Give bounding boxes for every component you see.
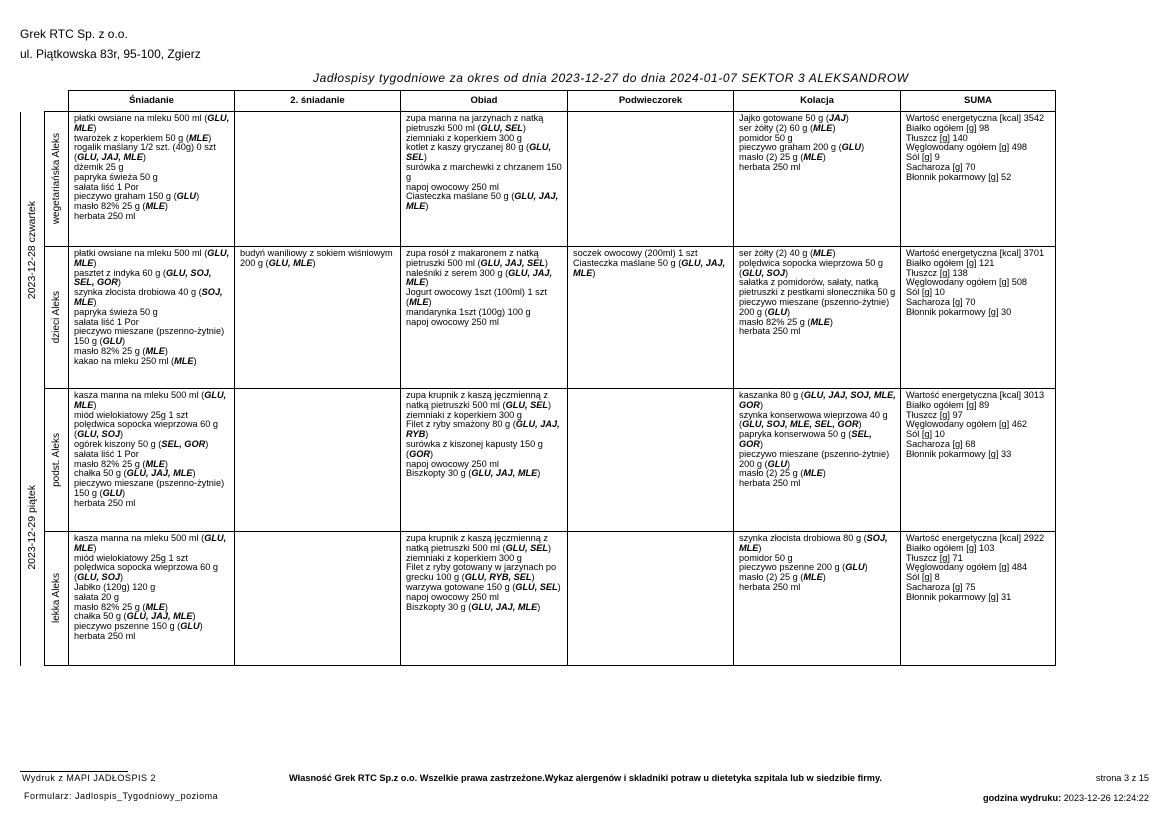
diet-cell bbox=[45, 532, 69, 666]
footer-divider bbox=[20, 771, 128, 772]
diet-cell bbox=[45, 247, 69, 389]
menu-item: Sacharoza [g] 70 bbox=[906, 161, 976, 172]
print-time-label: godzina wydruku: bbox=[983, 793, 1062, 803]
menu-item: Węglowodany ogółem [g] 484 bbox=[906, 562, 1028, 573]
menu-item: Sól [g] 10 bbox=[906, 287, 945, 298]
menu-item: dżemik 25 g bbox=[74, 161, 124, 172]
meal-cell bbox=[734, 532, 901, 666]
company-name: Grek RTC Sp. z o.o. bbox=[20, 27, 128, 41]
meal-cell bbox=[69, 247, 235, 389]
column-header: Śniadanie bbox=[69, 91, 235, 112]
menu-item: zupa krupnik z kaszą jęczmienną z natką pietruszki 500 ml (GLU, SEL) bbox=[406, 390, 552, 410]
diet-cell bbox=[45, 389, 69, 532]
menu-item: soczek owocowy (200ml) 1 szt bbox=[573, 248, 698, 258]
menu-item: surówka z kiszonej kapusty 150 g (GOR) bbox=[406, 438, 543, 459]
menu-item: Biszkopty 30 g (GLU, JAJ, MLE) bbox=[406, 601, 541, 612]
menu-item: Filet z ryby gotowany w jarzynach po grecku 100 g (GLU, RYB, SEL) bbox=[406, 562, 557, 583]
summary-cell bbox=[901, 247, 1056, 389]
menu-item: rogalik maślany 1/2 szt. (40g) 0 szt (GLU, JAJ, MLE) bbox=[74, 142, 216, 163]
meal-cell bbox=[235, 389, 401, 532]
meal-cell bbox=[401, 247, 568, 389]
menu-item: Ciasteczka maślane 50 g (GLU, JAJ, MLE) bbox=[406, 191, 559, 212]
menu-item: Błonnik pokarmowy [g] 30 bbox=[906, 306, 1012, 317]
menu-item: herbata 250 ml bbox=[74, 497, 136, 508]
menu-item: masło (2) 25 g (MLE) bbox=[739, 152, 826, 163]
menu-item: miód wielokiatowy 25g 1 szt bbox=[74, 552, 188, 563]
menu-item: Błonnik pokarmowy [g] 31 bbox=[906, 591, 1012, 602]
menu-item: Tłuszcz [g] 71 bbox=[906, 552, 963, 563]
summary-cell bbox=[901, 532, 1056, 666]
meal-cell bbox=[568, 112, 734, 247]
menu-item: Ciasteczka maślane 50 g (GLU, JAJ, MLE) bbox=[573, 257, 726, 278]
column-header: Podwieczorek bbox=[568, 91, 734, 112]
menu-item: herbata 250 ml bbox=[74, 210, 136, 221]
date-cell bbox=[21, 389, 45, 666]
menu-item: kasza manna na mleku 500 ml (GLU, MLE) bbox=[74, 390, 227, 410]
menu-item: szynka konserwowa wieprzowa 40 g (GLU, SOJ, MLE, SEL, GOR) bbox=[739, 409, 888, 430]
menu-item: płatki owsiane na mleku 500 ml (GLU, MLE) bbox=[74, 248, 230, 268]
menu-item: zupa rosół z makaronem z natką pietruszki 500 ml (GLU, JAJ, SEL) bbox=[406, 248, 548, 268]
menu-item: polędwica sopocka wieprzowa 60 g (GLU, SOJ) bbox=[74, 562, 219, 583]
date-label: 2023-12-29 piątek bbox=[25, 484, 38, 570]
menu-item: pieczywo pszenne 150 g (GLU) bbox=[74, 621, 203, 632]
menu-item: pasztet z indyka 60 g (GLU, SOJ, SEL, GOR) bbox=[74, 267, 212, 288]
menu-item: Białko ogółem [g] 121 bbox=[906, 257, 995, 268]
menu-item: Białko ogółem [g] 89 bbox=[906, 399, 990, 410]
menu-item: pieczywo graham 150 g (GLU) bbox=[74, 191, 200, 202]
menu-item: Biszkopty 30 g (GLU, JAJ, MLE) bbox=[406, 468, 541, 479]
menu-item: Tłuszcz [g] 97 bbox=[906, 409, 963, 420]
footer-print-source: Wydruk z MAPI JADŁOSPIS 2 bbox=[22, 773, 156, 783]
menu-item: papryka świeża 50 g bbox=[74, 306, 158, 317]
meal-cell bbox=[235, 247, 401, 389]
table-row bbox=[21, 389, 1056, 532]
menu-item: Błonnik pokarmowy [g] 52 bbox=[906, 171, 1012, 182]
meal-cell bbox=[734, 247, 901, 389]
menu-item: Węglowodany ogółem [g] 508 bbox=[906, 277, 1028, 288]
menu-item: masło 82% 25 g (MLE) bbox=[739, 316, 833, 327]
menu-item: napoj owocowy 250 ml bbox=[406, 316, 499, 327]
menu-item: ziemniaki z koperkiem 300 g bbox=[406, 552, 522, 563]
menu-item: miód wielokiatowy 25g 1 szt bbox=[74, 409, 188, 420]
menu-item: Jogurt owocowy 1szt (100ml) 1 szt (MLE) bbox=[406, 287, 547, 307]
menu-item: kotlet z kaszy gryczanej 80 g (GLU, SEL) bbox=[406, 142, 552, 163]
company-header bbox=[20, 24, 201, 64]
menu-item: Białko ogółem [g] 98 bbox=[906, 122, 990, 133]
menu-item: surówka z marchewki z chrzanem 150 g bbox=[406, 161, 562, 182]
menu-item: płatki owsiane na mleku 500 ml (GLU, MLE) bbox=[74, 113, 230, 133]
meal-cell bbox=[734, 389, 901, 532]
footer-copyright: Własność Grek RTC Sp.z o.o. Wszelkie prawa zastrzeżone.Wykaz alergenów i skladniki potraw u dietetyka szpitala lub w siedzibie firmy. bbox=[289, 773, 882, 783]
menu-table bbox=[20, 90, 1056, 666]
column-header: Kolacja bbox=[734, 91, 901, 112]
column-header: SUMA bbox=[901, 91, 1056, 112]
menu-item: masło (2) 25 g (MLE) bbox=[739, 572, 826, 583]
menu-item: zupa krupnik z kaszą jęczmienną z natką pietruszki 500 ml (GLU, SEL) bbox=[406, 533, 552, 553]
menu-item: pieczywo graham 200 g (GLU) bbox=[739, 142, 865, 153]
company-address: ul. Piątkowska 83r, 95-100, Zgierz bbox=[20, 47, 201, 61]
document-title: Jadłospisy tygodniowe za okres od dnia 2023-12-27 do dnia 2024-01-07 SEKTOR 3 ALEKSANDROW bbox=[313, 71, 909, 85]
menu-item: Jajko gotowane 50 g (JAJ) bbox=[739, 113, 849, 123]
menu-item: Filet z ryby smażony 80 g (GLU, JAJ, RYB) bbox=[406, 419, 560, 440]
meal-cell bbox=[568, 247, 734, 389]
menu-item: ogórek kiszony 50 g (SEL, GOR) bbox=[74, 438, 209, 449]
menu-item: twarożek z koperkiem 50 g (MLE) bbox=[74, 132, 212, 143]
menu-item: herbata 250 ml bbox=[739, 161, 801, 172]
menu-item: sałatka z pomidorów, sałaty, natką pietruszki z pestkami słonecznika 50 g bbox=[739, 277, 896, 298]
menu-item: pieczywo mieszane (pszenno-żytnie) 200 g (GLU) bbox=[739, 448, 890, 469]
menu-item: napoj owocowy 250 ml bbox=[406, 458, 499, 469]
page-number: strona 3 z 15 bbox=[1095, 773, 1149, 783]
menu-item: masło 82% 25 g (MLE) bbox=[74, 345, 168, 356]
footer-form-name: Formularz: Jadlospis_Tygodniowy_pozioma bbox=[24, 791, 219, 801]
table-row bbox=[21, 112, 1056, 247]
menu-item: sałata liść 1 Por bbox=[74, 181, 139, 192]
meal-cell bbox=[69, 532, 235, 666]
menu-item: masło 82% 25 g (MLE) bbox=[74, 458, 168, 469]
menu-item: napoj owocowy 250 ml bbox=[406, 591, 499, 602]
menu-item: Wartość energetyczna [kcal] 3013 bbox=[906, 390, 1045, 400]
menu-item: pomidor 50 g bbox=[739, 552, 793, 563]
diet-label: lekka Aleks bbox=[50, 573, 62, 624]
menu-item: kaszanka 80 g (GLU, JAJ, SOJ, MLE, GOR) bbox=[739, 390, 896, 410]
menu-item: warzywa gotowane 150 g (GLU, SEL) bbox=[406, 581, 561, 592]
menu-item: Sól [g] 10 bbox=[906, 429, 945, 440]
menu-item: Tłuszcz [g] 140 bbox=[906, 132, 968, 143]
menu-item: Wartość energetyczna [kcal] 2922 bbox=[906, 533, 1045, 543]
menu-item: kakao na mleku 250 ml (MLE) bbox=[74, 355, 197, 366]
menu-item: masło 82% 25 g (MLE) bbox=[74, 201, 168, 212]
menu-item: zupa manna na jarzynach z natką pietruszki 500 ml (GLU, SEL) bbox=[406, 113, 544, 133]
column-header: Obiad bbox=[401, 91, 568, 112]
menu-item: Tłuszcz [g] 138 bbox=[906, 267, 968, 278]
menu-item: papryka konserwowa 50 g (SEL, GOR) bbox=[739, 429, 872, 449]
menu-item: Błonnik pokarmowy [g] 33 bbox=[906, 448, 1012, 459]
diet-label: dzieci Aleks bbox=[50, 291, 62, 344]
meal-cell bbox=[401, 389, 568, 532]
menu-item: Sacharoza [g] 70 bbox=[906, 296, 976, 307]
meal-cell bbox=[568, 389, 734, 532]
menu-item: szynka złocista drobiowa 80 g (SOJ, MLE) bbox=[739, 533, 888, 553]
meal-cell bbox=[235, 532, 401, 666]
menu-item: ser żółty (2) 40 g (MLE) bbox=[739, 248, 836, 258]
table-row bbox=[21, 247, 1056, 389]
menu-item: ziemniaki z koperkiem 300 g bbox=[406, 132, 522, 143]
menu-item: szynka złocista drobiowa 40 g (SOJ, MLE) bbox=[74, 287, 223, 307]
menu-item: polędwica sopocka wieprzowa 60 g (GLU, SOJ) bbox=[74, 419, 219, 440]
meal-cell bbox=[235, 112, 401, 247]
table-row bbox=[21, 532, 1056, 666]
menu-item: napoj owocowy 250 ml bbox=[406, 181, 499, 192]
menu-item: masło 82% 25 g (MLE) bbox=[74, 601, 168, 612]
menu-item: pieczywo mieszane (pszenno-żytnie) 200 g (GLU) bbox=[739, 296, 890, 317]
menu-item: pieczywo mieszane (pszenno-żytnie) 150 g (GLU) bbox=[74, 326, 225, 347]
meal-cell bbox=[69, 389, 235, 532]
menu-item: kasza manna na mleku 500 ml (GLU, MLE) bbox=[74, 533, 227, 553]
menu-item: pomidor 50 g bbox=[739, 132, 793, 143]
summary-cell bbox=[901, 389, 1056, 532]
menu-item: chałka 50 g (GLU, JAJ, MLE) bbox=[74, 468, 196, 479]
meal-cell bbox=[69, 112, 235, 247]
menu-item: ziemniaki z koperkiem 300 g bbox=[406, 409, 522, 420]
print-time-value: 2023-12-26 12:24:22 bbox=[1063, 793, 1149, 803]
menu-item: pieczywo pszenne 200 g (GLU) bbox=[739, 562, 868, 573]
date-cell bbox=[21, 112, 45, 389]
menu-item: sałata liść 1 Por bbox=[74, 316, 139, 327]
menu-item: polędwica sopocka wieprzowa 50 g (GLU, SOJ) bbox=[739, 257, 884, 278]
menu-item: herbata 250 ml bbox=[739, 581, 801, 592]
menu-item: Sacharoza [g] 68 bbox=[906, 438, 976, 449]
meal-cell bbox=[401, 112, 568, 247]
menu-item: pieczywo mieszane (pszenno-żytnie) 150 g (GLU) bbox=[74, 478, 225, 498]
menu-item: Sól [g] 9 bbox=[906, 152, 940, 163]
menu-item: Białko ogółem [g] 103 bbox=[906, 542, 995, 553]
column-header: 2. śniadanie bbox=[235, 91, 401, 112]
menu-item: sałata 20 g bbox=[74, 591, 119, 602]
menu-item: herbata 250 ml bbox=[739, 478, 801, 489]
diet-cell bbox=[45, 112, 69, 247]
header-row bbox=[21, 91, 1056, 112]
menu-item: Wartość energetyczna [kcal] 3542 bbox=[906, 113, 1045, 123]
menu-item: mandarynka 1szt (100g) 100 g bbox=[406, 306, 531, 317]
menu-item: Węglowodany ogółem [g] 462 bbox=[906, 419, 1028, 430]
menu-item: masło (2) 25 g (MLE) bbox=[739, 468, 826, 479]
menu-item: Jabłko (120g) 120 g bbox=[74, 581, 156, 592]
menu-item: Sól [g] 8 bbox=[906, 572, 940, 583]
menu-item: papryka świeża 50 g bbox=[74, 171, 158, 182]
menu-item: chałka 50 g (GLU, JAJ, MLE) bbox=[74, 611, 196, 622]
menu-item: naleśniki z serem 300 g (GLU, JAJ, MLE) bbox=[406, 267, 553, 288]
summary-cell bbox=[901, 112, 1056, 247]
menu-item: herbata 250 ml bbox=[739, 326, 801, 337]
menu-item: budyń waniliowy z sokiem wiśniowym 200 g (GLU, MLE) bbox=[240, 248, 393, 268]
menu-item: sałata liść 1 Por bbox=[74, 448, 139, 459]
diet-label: podst. Aleks bbox=[50, 433, 62, 487]
diet-label: wegetariańska Aleks bbox=[50, 133, 62, 225]
menu-item: Wartość energetyczna [kcal] 3701 bbox=[906, 248, 1045, 258]
print-timestamp bbox=[983, 793, 1149, 803]
meal-cell bbox=[734, 112, 901, 247]
date-label: 2023-12-28 czwartek bbox=[25, 200, 38, 300]
menu-item: Sacharoza [g] 75 bbox=[906, 581, 976, 592]
menu-item: ser żółty (2) 60 g (MLE) bbox=[739, 122, 836, 133]
menu-item: herbata 250 ml bbox=[74, 630, 136, 641]
menu-item: Węglowodany ogółem [g] 498 bbox=[906, 142, 1028, 153]
meal-cell bbox=[568, 532, 734, 666]
meal-cell bbox=[401, 532, 568, 666]
